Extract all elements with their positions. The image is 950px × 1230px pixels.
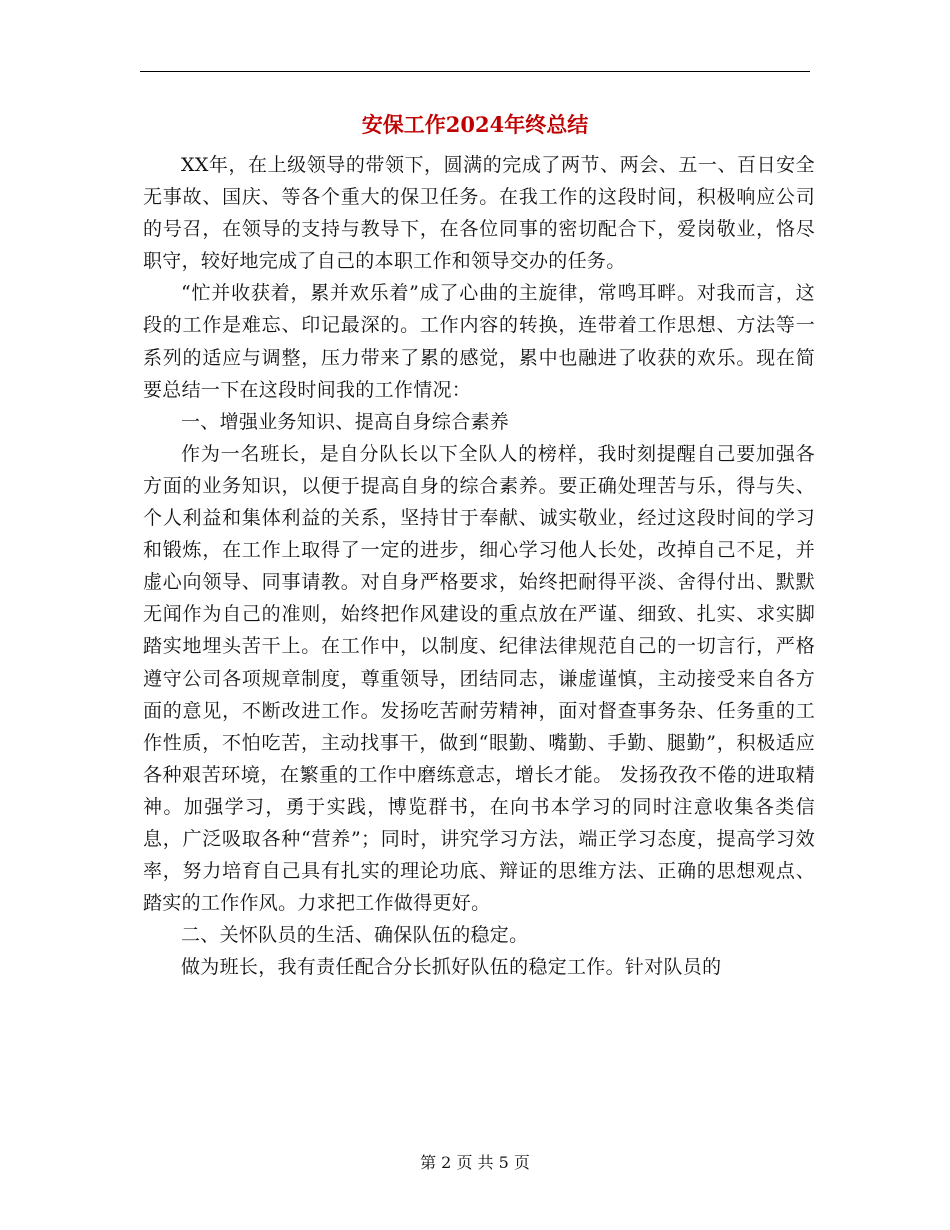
paragraph-intro: XX年，在上级领导的带领下，圆满的完成了两节、两会、五一、百日安全无事故、国庆、等各个重大的保卫任务。在我工作的这段时间，积极响应公司的号召，在领导的支持与教导下，在各位同事的密切配合下，爱岗敬业，恪尽职守，较好地完成了自己的本职工作和领导交办的任务。 [143, 154, 815, 273]
section-heading-1: 一、增强业务知识、提高自身综合素养 [181, 410, 510, 433]
paragraph-reflection: “忙并收获着，累并欢乐着”成了心曲的主旋律，常鸣耳畔。对我而言，这段的工作是难忘、印记最深的。工作内容的转换，连带着工作思想、方法等一系列的适应与调整，压力带来了累的感觉，累中也融进了收获的欢乐。现在简要总结一下在这段时间我的工作情况： [143, 282, 815, 401]
document-body [143, 149, 815, 983]
paragraph-section-1: 作为一名班长，是自分队长以下全队人的榜样，我时刻提醒自己要加强各方面的业务知识，以便于提高自身的综合素养。要正确处理苦与乐，得与失、个人利益和集体利益的关系，坚持甘于奉献、诚实敬业，经过这段时间的学习和锻炼，在工作上取得了一定的进步，细心学习他人长处，改掉自己不足，并虚心向领导、同事请教。对自身严格要求，始终把耐得平淡、舍得付出、默默无闻作为自己的准则，始终把作风建设的重点放在严谨、细致、扎实、求实脚踏实地埋头苦干上。在工作中，以制度、纪律法律规范自己的一切言行，严格遵守公司各项规章制度，尊重领导，团结同志，谦虚谨慎，主动接受来自各方面的意见，不断改进工作。发扬吃苦耐劳精神，面对督查事务杂、任务重的工作性质，不怕吃苦，主动找事干，做到“眼勤、嘴勤、手勤、腿勤”，积极适应各种艰苦环境，在繁重的工作中磨练意志，增长才能。 发扬孜孜不倦的进取精神。加强学习，勇于实践，博览群书，在向书本学习的同时注意收集各类信息，广泛吸取各种“营养”；同时，讲究学习方法，端正学习态度，提高学习效率，努力培育自己具有扎实的理论功底、辩证的思维方法、正确的思想观点、踏实的工作作风。力求把工作做得更好。 [143, 442, 815, 915]
header-rule [140, 71, 810, 72]
page-number-footer: 第 2 页 共 5 页 [420, 1153, 530, 1172]
document-title: 安保工作2024年终总结 [361, 112, 589, 137]
paragraph-section-2: 做为班长，我有责任配合分长抓好队伍的稳定工作。针对队员的 [181, 956, 722, 979]
section-heading-2: 二、关怀队员的生活、确保队伍的稳定。 [181, 924, 529, 947]
